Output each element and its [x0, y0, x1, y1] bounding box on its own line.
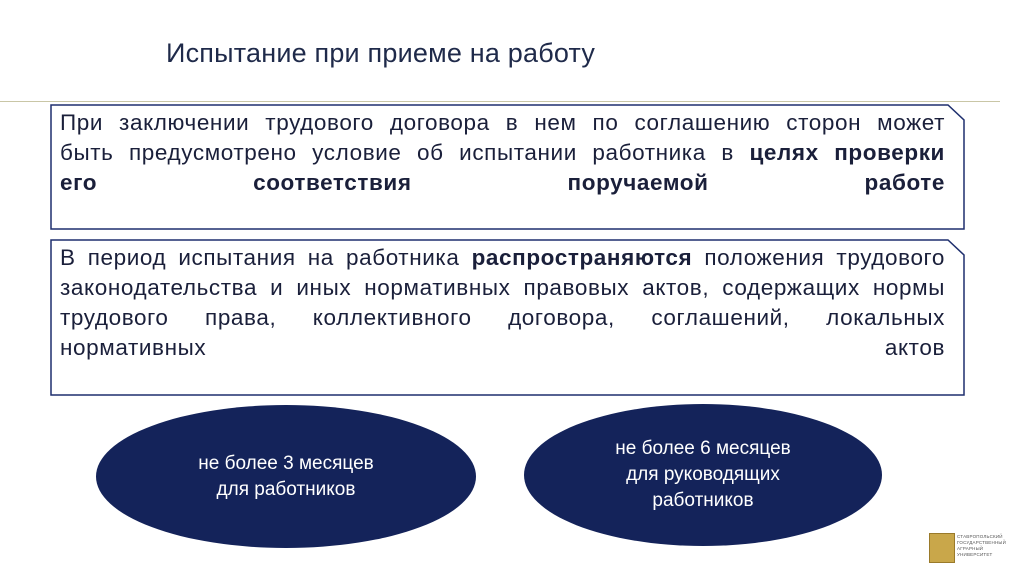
logo-text	[957, 534, 1019, 558]
slide-title: Испытание при приеме на работу	[166, 38, 596, 68]
paragraph-plain-text: В период испытания на работника	[60, 245, 472, 270]
text-box-probation-rules	[50, 239, 965, 396]
logo-line: АГРАРНЫЙ УНИВЕРСИТЕТ	[957, 546, 993, 557]
logo-line: СТАВРОПОЛЬСКИЙ	[957, 534, 1003, 539]
paragraph-bold-text: целях проверки его соответствия поручаемой работе	[60, 140, 945, 195]
oval-3-months	[96, 405, 476, 548]
paragraph-bold-text: распространяются	[471, 245, 693, 270]
title-divider	[0, 101, 1000, 102]
box-paragraph	[60, 108, 945, 198]
oval-6-months	[524, 404, 882, 546]
oval-line: для работников	[216, 478, 356, 500]
oval-line: для руководящих	[626, 464, 780, 485]
paragraph-plain-text-continued: положения трудового законодательства и иных нормативных правовых актов, содержащих нормы трудового права, коллективного договора, соглашений, локальных нормативных актов	[60, 245, 945, 360]
paragraph-plain-text: При заключении трудового договора в нем по соглашению сторон может быть предусмотрено условие об испытании работника в	[60, 110, 945, 165]
oval-line: не более 3 месяцев	[198, 452, 374, 474]
oval-line: работников	[652, 490, 754, 511]
oval-line: не более 6 месяцев	[615, 438, 791, 459]
building-emblem-icon	[929, 533, 955, 563]
text-box-probation-condition	[50, 104, 965, 230]
university-logo	[929, 533, 1019, 563]
logo-line: ГОСУДАРСТВЕННЫЙ	[957, 540, 1007, 545]
box-paragraph	[60, 243, 945, 363]
